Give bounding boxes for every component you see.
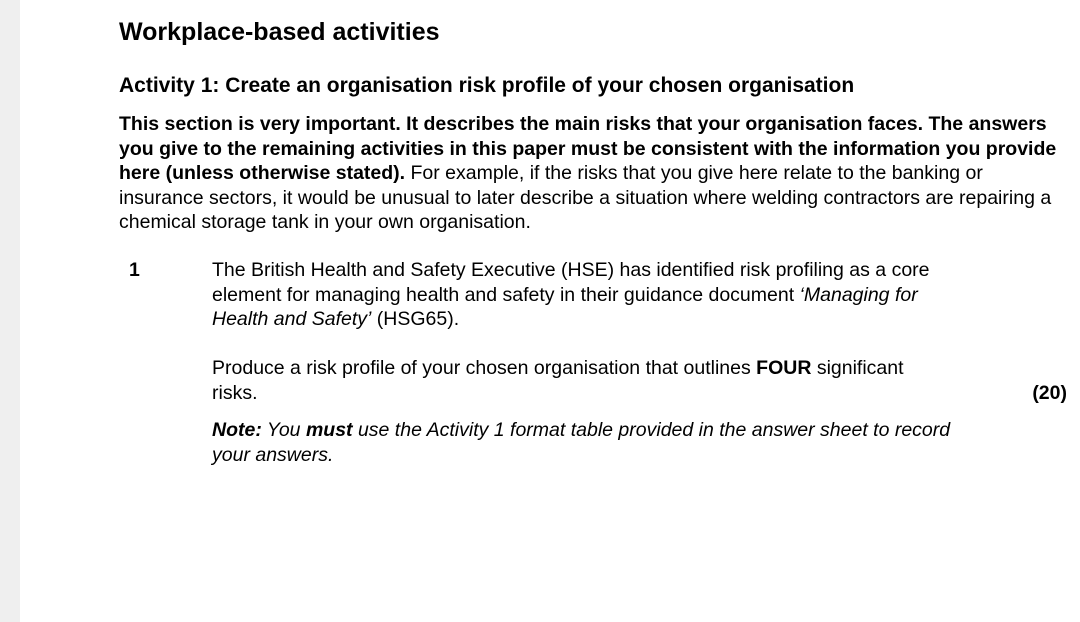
note-text-part1: You <box>261 419 306 441</box>
page-title: Workplace-based activities <box>119 18 440 46</box>
note-paragraph <box>212 418 972 467</box>
marks-label: (20) <box>1032 382 1067 404</box>
left-gutter <box>0 0 20 622</box>
question-number: 1 <box>129 259 140 281</box>
task-text-part1: Produce a risk profile of your chosen organisation that outlines <box>212 357 757 379</box>
note-text-part2: use the Activity 1 format table provided in the answer sheet to record your answers. <box>212 419 951 466</box>
intro-paragraph <box>119 112 1064 235</box>
question-text-part2: (HSG65). <box>371 308 460 330</box>
task-text-part2: significant risks. <box>212 357 904 404</box>
document-page <box>20 0 1080 622</box>
activity-heading: Activity 1: Create an organisation risk profile of your chosen organisation <box>119 74 855 97</box>
intro-regular-text: For example, if the risks that you give here relate to the banking or insurance sectors, it would be unusual to later describe a situation where welding contractors are repairing a chemical storage tank in your own organisation. <box>119 162 1052 233</box>
guidance-document-title: ‘Managing for Health and Safety’ <box>212 283 918 330</box>
note-emphasis: must <box>305 419 353 441</box>
note-label: Note: <box>212 419 262 441</box>
task-emphasis: FOUR <box>756 357 812 379</box>
question-text <box>212 258 972 332</box>
question-text-part1: The British Health and Safety Executive (HSE) has identified risk profiling as a core element for managing health and safety in their guidance document <box>212 259 930 306</box>
intro-bold-text: This section is very important. It describes the main risks that your organisation faces. The answers you give to the remaining activities in this paper must be consistent with the information you provide here (unless otherwise stated). <box>119 113 1057 184</box>
question-task <box>212 356 912 405</box>
